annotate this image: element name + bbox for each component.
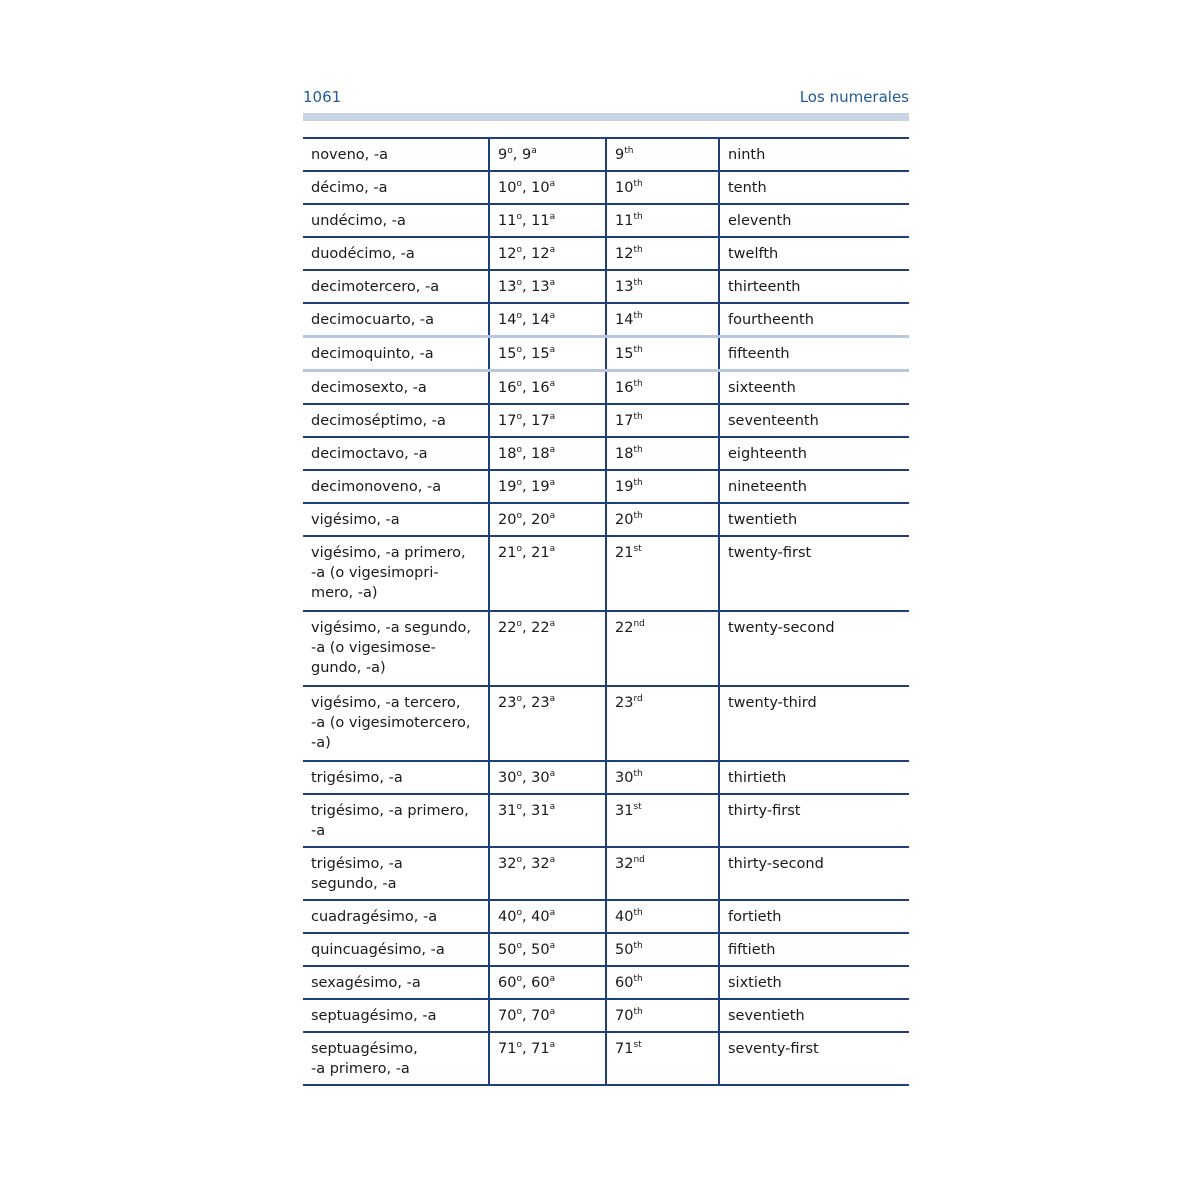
abbr-feminine-number: , 21 [521, 545, 550, 561]
english-abbreviation-cell [606, 686, 719, 761]
english-abbr-number: 11 [615, 213, 634, 229]
abbr-feminine-number: , 16 [521, 380, 550, 396]
english-abbreviation-cell [606, 900, 719, 933]
spanish-abbreviation-cell [489, 794, 606, 847]
spanish-abbreviation-cell [489, 470, 606, 503]
abbr-feminine-suffix: a [549, 412, 556, 423]
table-row [303, 686, 909, 761]
abbr-feminine-number: , 13 [521, 279, 550, 295]
english-abbr-number: 9 [615, 147, 625, 163]
spanish-ordinal-cell: quincuagésimo, -a [303, 933, 489, 966]
english-ordinal-cell: ninth [719, 138, 909, 171]
abbr-masculine-number: 32 [498, 856, 517, 872]
abbr-masculine-number: 12 [498, 246, 517, 262]
abbr-feminine-suffix: a [549, 941, 556, 952]
abbr-masculine-suffix: o [516, 345, 522, 356]
english-abbr-suffix: th [633, 908, 643, 919]
abbr-feminine-number: , 50 [521, 942, 550, 958]
english-abbr-suffix: nd [633, 855, 645, 866]
table-row [303, 503, 909, 536]
english-ordinal-cell: fifteenth [719, 337, 909, 371]
english-abbr-suffix: th [633, 769, 643, 780]
header-rule [303, 113, 909, 121]
english-ordinal-cell: sixtieth [719, 966, 909, 999]
abbr-feminine-number: , 12 [521, 246, 550, 262]
abbr-masculine-number: 18 [498, 446, 517, 462]
spanish-ordinal-cell: decimonoveno, -a [303, 470, 489, 503]
english-ordinal-cell: twenty-first [719, 536, 909, 611]
spanish-abbreviation-cell [489, 503, 606, 536]
english-abbr-suffix: th [633, 974, 643, 985]
table-row [303, 371, 909, 405]
spanish-abbreviation-cell [489, 900, 606, 933]
spanish-abbreviation-cell [489, 966, 606, 999]
english-abbr-number: 12 [615, 246, 634, 262]
abbr-feminine-suffix: a [549, 179, 556, 190]
spanish-ordinal-cell: vigésimo, -a [303, 503, 489, 536]
english-abbr-suffix: nd [633, 619, 645, 630]
table-row [303, 237, 909, 270]
english-abbr-suffix: st [633, 544, 642, 555]
spanish-ordinal-cell: decimoctavo, -a [303, 437, 489, 470]
abbr-feminine-number: , 19 [521, 479, 550, 495]
english-abbreviation-cell [606, 761, 719, 794]
abbr-masculine-number: 11 [498, 213, 517, 229]
abbr-masculine-suffix: o [516, 212, 522, 223]
spanish-abbreviation-cell [489, 761, 606, 794]
spanish-ordinal-cell: decimoquinto, -a [303, 337, 489, 371]
table-row [303, 1032, 909, 1085]
spanish-ordinal-cell: sexagésimo, -a [303, 966, 489, 999]
table-row [303, 536, 909, 611]
abbr-masculine-suffix: o [516, 908, 522, 919]
english-abbreviation-cell [606, 470, 719, 503]
spanish-ordinal-cell: decimosexto, -a [303, 371, 489, 405]
english-abbr-suffix: th [633, 1007, 643, 1018]
english-abbr-suffix: th [633, 412, 643, 423]
spanish-abbreviation-cell [489, 686, 606, 761]
table-row [303, 171, 909, 204]
spanish-ordinal-cell: undécimo, -a [303, 204, 489, 237]
abbr-masculine-suffix: o [516, 694, 522, 705]
abbr-masculine-suffix: o [516, 511, 522, 522]
english-abbr-number: 15 [615, 346, 634, 362]
abbr-masculine-suffix: o [516, 278, 522, 289]
english-abbr-number: 19 [615, 479, 634, 495]
english-abbr-suffix: th [633, 179, 643, 190]
abbr-feminine-number: , 23 [521, 695, 550, 711]
abbr-masculine-number: 14 [498, 312, 517, 328]
english-abbreviation-cell [606, 794, 719, 847]
abbr-masculine-suffix: o [516, 544, 522, 555]
spanish-ordinal-cell: duodécimo, -a [303, 237, 489, 270]
abbr-feminine-number: , 9 [512, 147, 532, 163]
abbr-feminine-suffix: a [549, 278, 556, 289]
abbr-feminine-suffix: a [549, 245, 556, 256]
table-row [303, 761, 909, 794]
english-abbr-suffix: rd [633, 694, 643, 705]
table-row [303, 847, 909, 900]
abbr-masculine-number: 50 [498, 942, 517, 958]
abbr-masculine-number: 23 [498, 695, 517, 711]
spanish-abbreviation-cell [489, 171, 606, 204]
table-row [303, 611, 909, 686]
english-abbreviation-cell [606, 966, 719, 999]
english-ordinal-cell: twenty-third [719, 686, 909, 761]
english-ordinal-cell: thirty-first [719, 794, 909, 847]
english-abbreviation-cell [606, 999, 719, 1032]
english-abbr-number: 18 [615, 446, 634, 462]
table-row [303, 437, 909, 470]
english-abbr-suffix: th [633, 511, 643, 522]
spanish-ordinal-cell: trigésimo, -a segundo, -a [303, 847, 489, 900]
abbr-feminine-suffix: a [549, 619, 556, 630]
abbr-masculine-suffix: o [516, 619, 522, 630]
table-row [303, 470, 909, 503]
abbr-feminine-suffix: a [549, 908, 556, 919]
abbr-feminine-suffix: a [549, 511, 556, 522]
spanish-ordinal-cell: cuadragésimo, -a [303, 900, 489, 933]
table-row [303, 933, 909, 966]
spanish-ordinal-cell: decimocuarto, -a [303, 303, 489, 337]
english-ordinal-cell: thirtieth [719, 761, 909, 794]
english-abbr-number: 13 [615, 279, 634, 295]
abbr-feminine-number: , 40 [521, 909, 550, 925]
english-abbr-suffix: th [633, 379, 643, 390]
abbr-masculine-suffix: o [516, 412, 522, 423]
english-abbreviation-cell [606, 404, 719, 437]
english-ordinal-cell: seventieth [719, 999, 909, 1032]
abbr-feminine-number: , 20 [521, 512, 550, 528]
english-abbr-suffix: th [633, 245, 643, 256]
english-ordinal-cell: thirty-second [719, 847, 909, 900]
abbr-feminine-number: , 31 [521, 803, 550, 819]
spanish-abbreviation-cell [489, 371, 606, 405]
abbr-masculine-suffix: o [516, 769, 522, 780]
abbr-feminine-number: , 22 [521, 620, 550, 636]
english-abbreviation-cell [606, 437, 719, 470]
abbr-feminine-number: , 15 [521, 346, 550, 362]
page-header [303, 84, 909, 110]
english-abbreviation-cell [606, 536, 719, 611]
abbr-masculine-suffix: o [516, 974, 522, 985]
english-abbr-number: 50 [615, 942, 634, 958]
abbr-feminine-number: , 11 [521, 213, 550, 229]
abbr-masculine-number: 40 [498, 909, 517, 925]
spanish-abbreviation-cell [489, 999, 606, 1032]
abbr-feminine-suffix: a [549, 802, 556, 813]
english-ordinal-cell: sixteenth [719, 371, 909, 405]
english-ordinal-cell: twenty-second [719, 611, 909, 686]
spanish-abbreviation-cell [489, 1032, 606, 1085]
english-abbr-suffix: th [633, 345, 643, 356]
english-abbr-number: 21 [615, 545, 634, 561]
spanish-ordinal-cell: decimotercero, -a [303, 270, 489, 303]
english-abbreviation-cell [606, 171, 719, 204]
spanish-ordinal-cell: trigésimo, -a primero, -a [303, 794, 489, 847]
abbr-feminine-number: , 14 [521, 312, 550, 328]
abbr-masculine-number: 21 [498, 545, 517, 561]
abbr-feminine-suffix: a [549, 769, 556, 780]
spanish-ordinal-cell: décimo, -a [303, 171, 489, 204]
abbr-masculine-number: 20 [498, 512, 517, 528]
english-abbreviation-cell [606, 303, 719, 337]
ordinals-table-body [303, 138, 909, 1085]
ordinals-table [303, 137, 909, 1086]
abbr-feminine-number: , 71 [521, 1041, 550, 1057]
abbr-masculine-number: 19 [498, 479, 517, 495]
english-ordinal-cell: twentieth [719, 503, 909, 536]
spanish-ordinal-cell: vigésimo, -a primero, -a (o vigesimopri- mero, -a) [303, 536, 489, 611]
abbr-masculine-number: 31 [498, 803, 517, 819]
english-abbreviation-cell [606, 237, 719, 270]
table-row [303, 138, 909, 171]
abbr-masculine-number: 9 [498, 147, 508, 163]
abbr-masculine-suffix: o [516, 179, 522, 190]
english-abbr-suffix: th [633, 212, 643, 223]
abbr-feminine-number: , 30 [521, 770, 550, 786]
english-abbr-number: 16 [615, 380, 634, 396]
english-abbr-suffix: st [633, 1040, 642, 1051]
english-abbreviation-cell [606, 503, 719, 536]
abbr-masculine-number: 30 [498, 770, 517, 786]
abbr-feminine-suffix: a [531, 146, 537, 157]
abbr-feminine-number: , 32 [521, 856, 550, 872]
english-ordinal-cell: eleventh [719, 204, 909, 237]
english-abbreviation-cell [606, 270, 719, 303]
abbr-masculine-suffix: o [516, 311, 522, 322]
abbr-feminine-suffix: a [549, 311, 556, 322]
spanish-abbreviation-cell [489, 337, 606, 371]
table-row [303, 794, 909, 847]
spanish-abbreviation-cell [489, 204, 606, 237]
abbr-masculine-suffix: o [516, 245, 522, 256]
english-abbr-suffix: th [633, 445, 643, 456]
spanish-ordinal-cell: vigésimo, -a tercero, -a (o vigesimotercero, -a) [303, 686, 489, 761]
abbr-masculine-number: 13 [498, 279, 517, 295]
abbr-masculine-suffix: o [516, 445, 522, 456]
spanish-abbreviation-cell [489, 237, 606, 270]
abbr-masculine-suffix: o [507, 146, 513, 157]
spanish-abbreviation-cell [489, 437, 606, 470]
abbr-masculine-suffix: o [516, 941, 522, 952]
abbr-masculine-suffix: o [516, 855, 522, 866]
abbr-feminine-suffix: a [549, 694, 556, 705]
spanish-ordinal-cell: septuagésimo, -a primero, -a [303, 1032, 489, 1085]
english-ordinal-cell: eighteenth [719, 437, 909, 470]
abbr-masculine-suffix: o [516, 802, 522, 813]
spanish-abbreviation-cell [489, 270, 606, 303]
english-abbr-number: 10 [615, 180, 634, 196]
english-abbr-number: 20 [615, 512, 634, 528]
abbr-feminine-number: , 10 [521, 180, 550, 196]
table-row [303, 900, 909, 933]
abbr-feminine-number: , 18 [521, 446, 550, 462]
english-ordinal-cell: fortieth [719, 900, 909, 933]
abbr-feminine-suffix: a [549, 974, 556, 985]
abbr-feminine-number: , 60 [521, 975, 550, 991]
spanish-ordinal-cell: decimoséptimo, -a [303, 404, 489, 437]
english-ordinal-cell: tenth [719, 171, 909, 204]
table-row [303, 303, 909, 337]
spanish-abbreviation-cell [489, 611, 606, 686]
english-abbr-number: 30 [615, 770, 634, 786]
english-abbr-number: 23 [615, 695, 634, 711]
english-abbreviation-cell [606, 204, 719, 237]
abbr-feminine-suffix: a [549, 345, 556, 356]
english-abbreviation-cell [606, 611, 719, 686]
english-abbr-suffix: th [633, 278, 643, 289]
english-ordinal-cell: twelfth [719, 237, 909, 270]
abbr-masculine-number: 60 [498, 975, 517, 991]
english-abbr-number: 22 [615, 620, 634, 636]
english-abbr-number: 14 [615, 312, 634, 328]
english-abbreviation-cell [606, 1032, 719, 1085]
spanish-ordinal-cell: trigésimo, -a [303, 761, 489, 794]
abbr-feminine-suffix: a [549, 212, 556, 223]
abbr-feminine-suffix: a [549, 855, 556, 866]
english-abbr-number: 31 [615, 803, 634, 819]
table-row [303, 270, 909, 303]
english-abbr-suffix: th [633, 311, 643, 322]
table-row [303, 204, 909, 237]
english-abbr-suffix: th [624, 146, 634, 157]
english-abbr-number: 32 [615, 856, 634, 872]
spanish-abbreviation-cell [489, 138, 606, 171]
abbr-feminine-number: , 70 [521, 1008, 550, 1024]
abbr-masculine-number: 71 [498, 1041, 517, 1057]
abbr-masculine-number: 17 [498, 413, 517, 429]
english-abbr-number: 70 [615, 1008, 634, 1024]
spanish-abbreviation-cell [489, 933, 606, 966]
spanish-abbreviation-cell [489, 303, 606, 337]
abbr-masculine-number: 16 [498, 380, 517, 396]
abbr-feminine-suffix: a [549, 1040, 556, 1051]
english-abbr-suffix: st [633, 802, 642, 813]
english-ordinal-cell: fiftieth [719, 933, 909, 966]
english-abbreviation-cell [606, 138, 719, 171]
english-abbr-number: 71 [615, 1041, 634, 1057]
table-row [303, 966, 909, 999]
spanish-ordinal-cell: vigésimo, -a segundo, -a (o vigesimose- gundo, -a) [303, 611, 489, 686]
spanish-ordinal-cell: septuagésimo, -a [303, 999, 489, 1032]
abbr-masculine-number: 15 [498, 346, 517, 362]
spanish-ordinal-cell: noveno, -a [303, 138, 489, 171]
english-ordinal-cell: nineteenth [719, 470, 909, 503]
abbr-feminine-suffix: a [549, 1007, 556, 1018]
abbr-feminine-number: , 17 [521, 413, 550, 429]
abbr-masculine-suffix: o [516, 1007, 522, 1018]
abbr-feminine-suffix: a [549, 379, 556, 390]
abbr-masculine-number: 70 [498, 1008, 517, 1024]
table-row [303, 337, 909, 371]
abbr-feminine-suffix: a [549, 478, 556, 489]
abbr-masculine-suffix: o [516, 1040, 522, 1051]
abbr-masculine-number: 22 [498, 620, 517, 636]
spanish-abbreviation-cell [489, 847, 606, 900]
abbr-masculine-suffix: o [516, 478, 522, 489]
abbr-feminine-suffix: a [549, 445, 556, 456]
abbr-masculine-number: 10 [498, 180, 517, 196]
english-ordinal-cell: fourtheenth [719, 303, 909, 337]
english-abbr-number: 40 [615, 909, 634, 925]
spanish-abbreviation-cell [489, 404, 606, 437]
english-ordinal-cell: seventy-first [719, 1032, 909, 1085]
english-abbreviation-cell [606, 371, 719, 405]
english-abbreviation-cell [606, 337, 719, 371]
english-abbr-suffix: th [633, 478, 643, 489]
english-abbr-number: 60 [615, 975, 634, 991]
english-abbr-suffix: th [633, 941, 643, 952]
spanish-abbreviation-cell [489, 536, 606, 611]
abbr-feminine-suffix: a [549, 544, 556, 555]
english-abbreviation-cell [606, 933, 719, 966]
table-row [303, 999, 909, 1032]
english-ordinal-cell: seventeenth [719, 404, 909, 437]
page-number: 1061 [303, 88, 342, 106]
abbr-masculine-suffix: o [516, 379, 522, 390]
english-abbr-number: 17 [615, 413, 634, 429]
dictionary-page [303, 84, 909, 1086]
english-ordinal-cell: thirteenth [719, 270, 909, 303]
english-abbreviation-cell [606, 847, 719, 900]
section-title: Los numerales [799, 88, 909, 106]
table-row [303, 404, 909, 437]
